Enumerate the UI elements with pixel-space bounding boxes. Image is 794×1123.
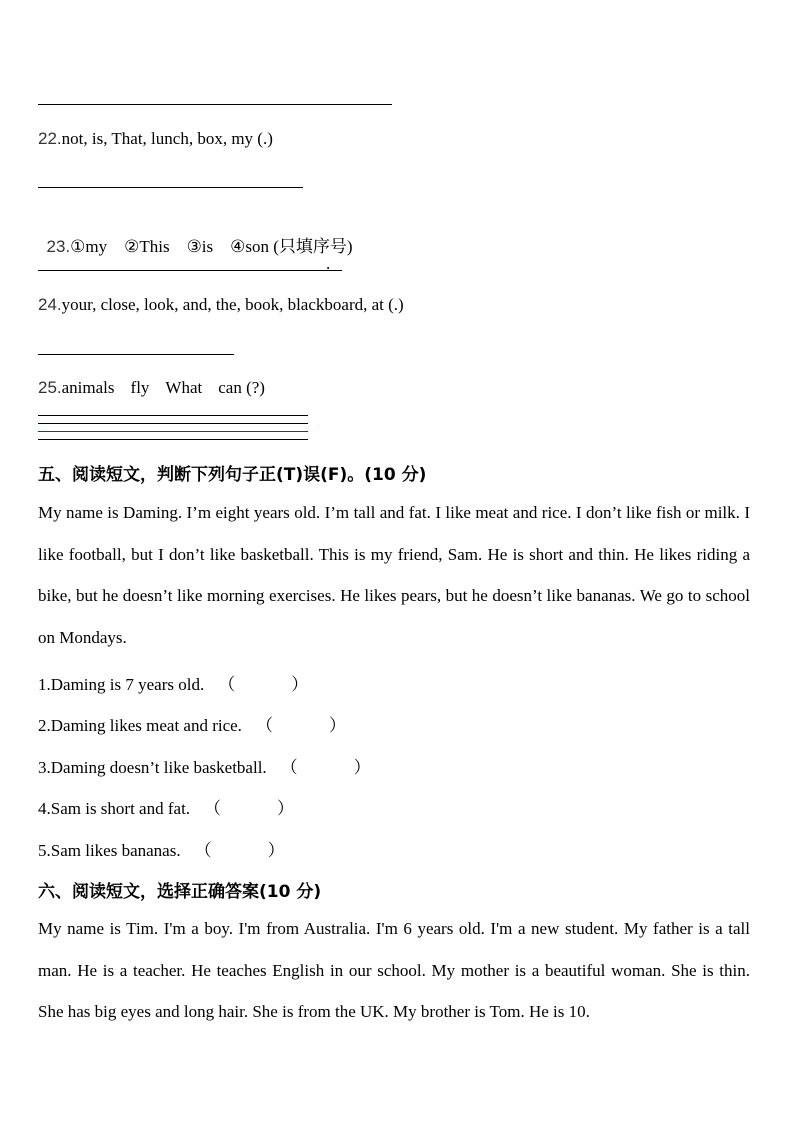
answer-line-21[interactable] [38,104,392,105]
question-23 [38,212,353,257]
grid-line [38,415,308,416]
grid-line [38,423,308,424]
judge-item-2 [38,711,346,736]
question-number: 24. [38,295,62,314]
judge-item-text: 1.Daming is 7 years old. [38,675,205,694]
judge-item-4 [38,794,294,819]
judge-item-text: 4.Sam is short and fat. [38,799,191,818]
answer-bracket[interactable]: （ ） [204,799,295,818]
question-number: 22. [38,129,62,148]
question-number: 23. [46,237,71,256]
judge-item-1 [38,670,308,695]
answer-bracket[interactable]: （ ） [255,716,346,735]
judge-item-5 [38,836,285,861]
answer-bracket[interactable]: （ ） [194,841,285,860]
question-number: 25. [38,378,62,397]
answer-line-23[interactable] [38,270,342,271]
question-text: your, close, look, and, the, book, blackboard, at (.) [61,295,404,314]
grid-line [38,439,308,440]
judge-item-text: 3.Daming doesn’t like basketball. [38,758,267,777]
question-24 [38,295,404,315]
reading-passage-2: My name is Tim. I'm a boy. I'm from Australia. I'm 6 years old. I'm a new student. My father is a tall man. He is a teacher. He teaches English in our school. My mother is a beautiful woman. She is thin. She has big eyes and long hair. She is from the UK. My brother is Tom. He is 10. [38,919,750,1021]
word-card: What [165,378,203,397]
judge-item-text: 2.Daming likes meat and rice. [38,716,242,735]
answer-line-22[interactable] [38,187,303,188]
word-card: fly [130,378,150,397]
grid-line-red [38,431,308,432]
section-5-title: 五、阅读短文，判断下列句子正(T)误(F)。(10 分) [38,465,427,485]
question-text: ①my ②This ③is ④son (只填序号) [70,237,353,256]
judge-item-text: 5.Sam likes bananas. [38,841,181,860]
question-text: not, is, That, lunch, box, my (.) [61,129,273,148]
answer-bracket[interactable]: （ ） [218,675,309,694]
answer-line-23-period: . [326,254,331,273]
question-25 [38,378,265,398]
answer-line-24[interactable] [38,354,234,355]
word-card: can (?) [218,378,265,397]
word-card: animals [61,378,115,397]
reading-passage-1: My name is Daming. I’m eight years old. I’m tall and fat. I like meat and rice. I don’t like fish or milk. I like football, but I don’t like basketball. This is my friend, Sam. He is short and thin. He likes riding a bike, but he doesn’t like morning exercises. He likes pears, but he doesn’t like bananas. We go to school on Mondays. [38,503,750,647]
question-22 [38,129,273,149]
answer-bracket[interactable]: （ ） [280,758,371,777]
section-6-title: 六、阅读短文，选择正确答案(10 分) [38,882,322,902]
judge-item-3 [38,753,371,778]
